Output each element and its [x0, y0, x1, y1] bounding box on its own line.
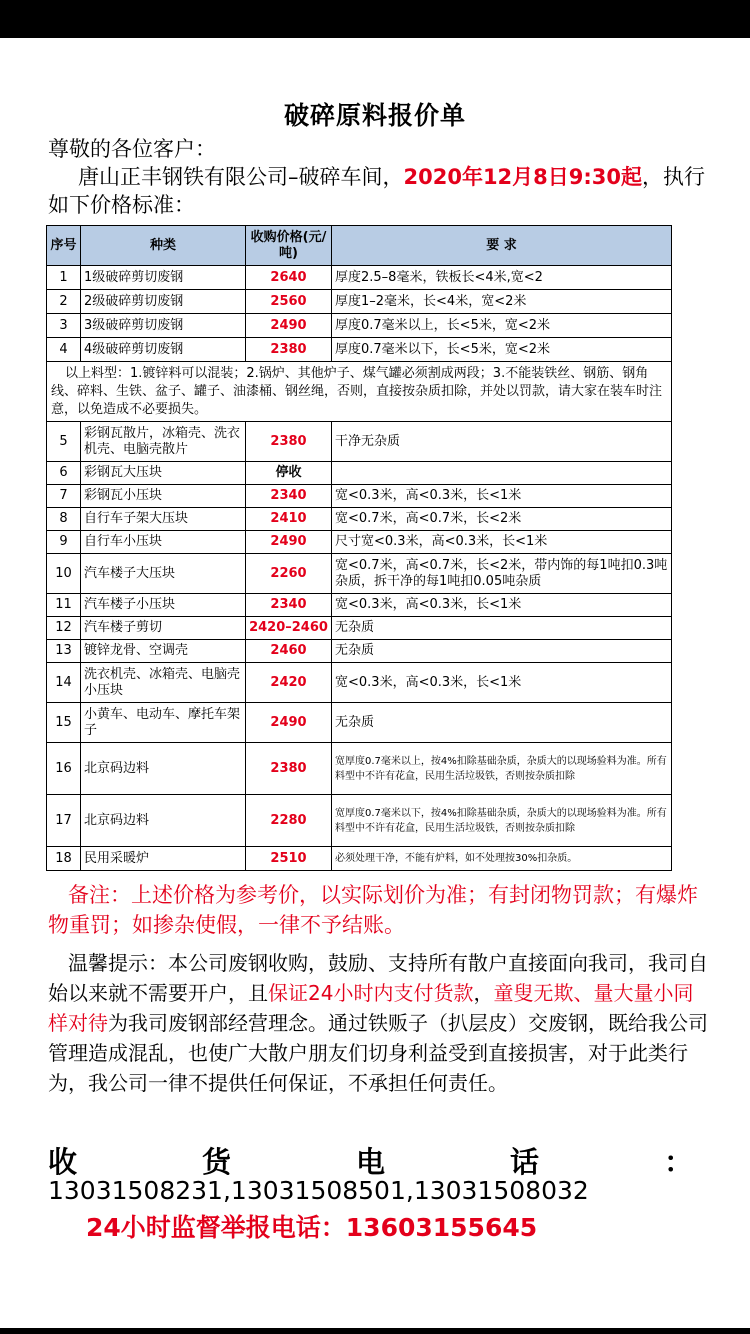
- purchase-price: 2490: [246, 314, 332, 338]
- tips-highlight-payment: 保证24小时内支付货款: [268, 981, 474, 1005]
- material-type: 汽车楼子小压块: [81, 594, 246, 617]
- table-note-row: [47, 362, 672, 422]
- table-row: [47, 290, 672, 314]
- row-number: 16: [47, 743, 81, 795]
- requirement: 宽<0.3米，高<0.3米，长<1米: [332, 594, 672, 617]
- table-row: [47, 554, 672, 594]
- intro-text: 唐山正丰钢铁有限公司–破碎车间，: [78, 165, 404, 189]
- requirement: 厚度1–2毫米，长<4米，宽<2米: [332, 290, 672, 314]
- requirement: 宽厚度0.7毫米以上，按4%扣除基础杂质，杂质大的以现场验料为准。所有料型中不许有花盒，民用生活垃圾铁，否则按杂质扣除: [332, 743, 672, 795]
- row-number: 17: [47, 795, 81, 847]
- row-number: 8: [47, 508, 81, 531]
- material-type: 自行车子架大压块: [81, 508, 246, 531]
- row-number: 3: [47, 314, 81, 338]
- phone-label: [48, 1140, 693, 1181]
- header-type: 种类: [81, 226, 246, 266]
- row-number: 18: [47, 847, 81, 871]
- tips-paragraph: [48, 948, 713, 1098]
- tips-text-2: ，: [473, 981, 494, 1005]
- table-row: [47, 422, 672, 462]
- table-row: [47, 462, 672, 485]
- requirement: 干净无杂质: [332, 422, 672, 462]
- purchase-price: 2420–2460: [246, 617, 332, 640]
- phone-label-char: 话: [509, 1145, 539, 1179]
- purchase-price: 2340: [246, 485, 332, 508]
- purchase-price: 2380: [246, 743, 332, 795]
- purchase-price: 2380: [246, 422, 332, 462]
- requirement: 宽<0.7米，高<0.7米，长<2米，带内饰的每1吨扣0.3吨杂质，拆干净的每1吨扣0.05吨杂质: [332, 554, 672, 594]
- table-row: [47, 266, 672, 290]
- phone-label-char: ：: [663, 1145, 693, 1179]
- effective-date: 2020年12月8日9:30起: [403, 165, 643, 189]
- tips-highlight-fairness: 童叟无欺、量大量小同样对待: [48, 981, 694, 1035]
- requirement: 必须处理干净，不能有炉料，如不处理按30%扣杂质。: [332, 847, 672, 871]
- purchase-price: 2260: [246, 554, 332, 594]
- requirement: 尺寸宽<0.3米，高<0.3米，长<1米: [332, 531, 672, 554]
- tips-text-3: 为我司废钢部经营理念。通过铁贩子（扒层皮）交废钢，既给我公司管理造成混乱，也使广大散户朋友们切身利益受到直接损害，对于此类行为，我公司一律不提供任何保证，不承担任何责任。: [48, 1011, 708, 1095]
- phone-numbers: 13031508231,13031508501,13031508032: [48, 1176, 589, 1205]
- purchase-price: 2640: [246, 266, 332, 290]
- header-no: 序号: [47, 226, 81, 266]
- table-row: [47, 485, 672, 508]
- material-type: 2级破碎剪切废钢: [81, 290, 246, 314]
- table-header-row: [47, 226, 672, 266]
- table-row: [47, 703, 672, 743]
- purchase-price: 2510: [246, 847, 332, 871]
- row-number: 10: [47, 554, 81, 594]
- greeting: 尊敬的各位客户：: [48, 137, 216, 161]
- price-table: [46, 225, 672, 871]
- table-row: [47, 338, 672, 362]
- purchase-price: 2340: [246, 594, 332, 617]
- requirement: 无杂质: [332, 703, 672, 743]
- row-number: 1: [47, 266, 81, 290]
- table-body-items: [47, 422, 672, 871]
- table-row: [47, 314, 672, 338]
- material-type: 3级破碎剪切废钢: [81, 314, 246, 338]
- purchase-price: 2380: [246, 338, 332, 362]
- requirement: 宽<0.3米，高<0.3米，长<1米: [332, 485, 672, 508]
- table-row: [47, 617, 672, 640]
- material-type: 彩钢瓦散片，冰箱壳、洗衣机壳、电脑壳散片: [81, 422, 246, 462]
- row-number: 15: [47, 703, 81, 743]
- requirement: 宽<0.3米，高<0.3米，长<1米: [332, 663, 672, 703]
- requirement: 厚度0.7毫米以下，长<5米，宽<2米: [332, 338, 672, 362]
- table-row: [47, 663, 672, 703]
- row-number: 14: [47, 663, 81, 703]
- table-row: [47, 531, 672, 554]
- material-type: 汽车楼子剪切: [81, 617, 246, 640]
- material-type: 4级破碎剪切废钢: [81, 338, 246, 362]
- row-number: 4: [47, 338, 81, 362]
- purchase-price: 2280: [246, 795, 332, 847]
- material-type: 汽车楼子大压块: [81, 554, 246, 594]
- purchase-price: 2560: [246, 290, 332, 314]
- material-type: 彩钢瓦小压块: [81, 485, 246, 508]
- table-row: [47, 594, 672, 617]
- requirement: 厚度0.7毫米以上，长<5米，宽<2米: [332, 314, 672, 338]
- row-number: 2: [47, 290, 81, 314]
- table-note: 以上料型：1.镀锌料可以混装；2.锅炉、其他炉子、煤气罐必须割成两段；3.不能装铁丝、钢筋、钢角线、碎料、生铁、盆子、罐子、油漆桶、钢丝绳，否则，直接按杂质扣除，并处以罚款，请大家在装车时注意，以免造成不必要损失。: [47, 362, 672, 422]
- phone-label-char: 收: [48, 1145, 78, 1179]
- row-number: 7: [47, 485, 81, 508]
- purchase-price: 2420: [246, 663, 332, 703]
- purchase-price: 停收: [246, 462, 332, 485]
- table-body-grades: [47, 266, 672, 362]
- material-type: 小黄车、电动车、摩托车架子: [81, 703, 246, 743]
- row-number: 6: [47, 462, 81, 485]
- remark: 备注：上述价格为参考价，以实际划价为准；有封闭物罚款；有爆炸物重罚；如掺杂使假，一律不予结账。: [48, 883, 698, 937]
- row-number: 5: [47, 422, 81, 462]
- table-row: [47, 795, 672, 847]
- requirement: 宽<0.7米，高<0.7米，长<2米: [332, 508, 672, 531]
- intro-paragraph: [48, 163, 708, 219]
- phone-label-char: 电: [355, 1145, 385, 1179]
- table-note-section: [47, 362, 672, 422]
- row-number: 11: [47, 594, 81, 617]
- row-number: 12: [47, 617, 81, 640]
- header-requirement: 要 求: [332, 226, 672, 266]
- material-type: 洗衣机壳、冰箱壳、电脑壳小压块: [81, 663, 246, 703]
- requirement: 无杂质: [332, 640, 672, 663]
- table-row: [47, 508, 672, 531]
- intro-text-end: ，执行如下价格标准：: [48, 165, 706, 217]
- header-price: 收购价格(元/吨): [246, 226, 332, 266]
- requirement: 宽厚度0.7毫米以下，按4%扣除基础杂质，杂质大的以现场验料为准。所有料型中不许有花盒，民用生活垃圾铁，否则按杂质扣除: [332, 795, 672, 847]
- phone-label-char: 货: [201, 1145, 231, 1179]
- table-row: [47, 640, 672, 663]
- purchase-price: 2490: [246, 531, 332, 554]
- table-row: [47, 847, 672, 871]
- hotline: 24小时监督举报电话：13603155645: [86, 1213, 538, 1242]
- purchase-price: 2410: [246, 508, 332, 531]
- material-type: 自行车小压块: [81, 531, 246, 554]
- requirement: [332, 462, 672, 485]
- purchase-price: 2460: [246, 640, 332, 663]
- page-title: 破碎原料报价单: [283, 101, 466, 130]
- material-type: 镀锌龙骨、空调壳: [81, 640, 246, 663]
- material-type: 彩钢瓦大压块: [81, 462, 246, 485]
- tips-text-1: 温馨提示：本公司废钢收购，鼓励、支持所有散户直接面向我司，我司自始以来就不需要开户，且: [48, 951, 708, 1005]
- material-type: 北京码边料: [81, 795, 246, 847]
- requirement: 厚度2.5–8毫米，铁板长<4米,宽<2: [332, 266, 672, 290]
- row-number: 9: [47, 531, 81, 554]
- row-number: 13: [47, 640, 81, 663]
- purchase-price: 2490: [246, 703, 332, 743]
- material-type: 北京码边料: [81, 743, 246, 795]
- table-row: [47, 743, 672, 795]
- requirement: 无杂质: [332, 617, 672, 640]
- material-type: 1级破碎剪切废钢: [81, 266, 246, 290]
- material-type: 民用采暖炉: [81, 847, 246, 871]
